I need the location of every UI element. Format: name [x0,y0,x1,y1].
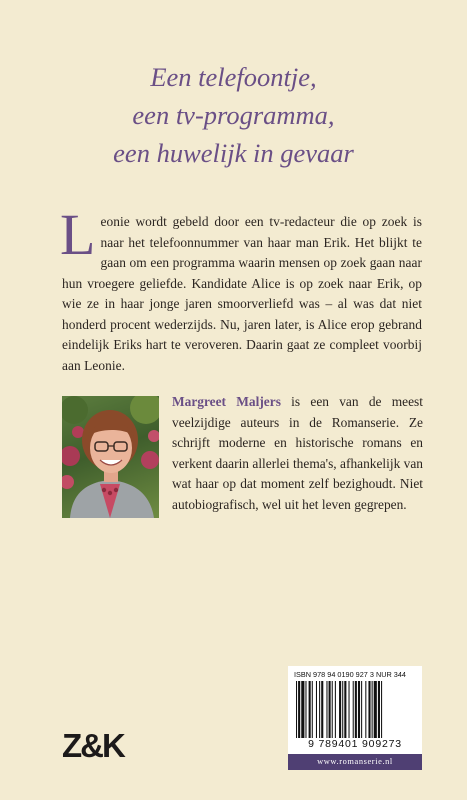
barcode-bar [326,681,327,743]
tagline-line-2: een tv-programma, [132,100,335,130]
barcode-digits: 9 789401 909273 [294,738,416,750]
author-portrait-image [62,396,159,518]
publisher-logo-text: Z&K [62,727,124,763]
barcode-bar [374,681,377,743]
barcode-bar [309,681,311,743]
barcode-bar [296,681,297,743]
barcode-bar [335,681,336,743]
author-bio [172,392,423,516]
barcode-bar [312,681,313,743]
barcode-bar [372,681,373,743]
barcode-bar [361,681,362,743]
barcode-bar [319,681,320,743]
barcode-bar [316,681,317,743]
author-name: Margreet Maljers [172,394,281,409]
barcode-bar [381,681,382,743]
publisher-logo [62,727,132,763]
isbn-nur-line: ISBN 978 94 0190 927 3 NUR 344 [294,670,406,679]
website-url[interactable]: www.romanserie.nl [288,754,422,770]
barcode-bar [332,681,333,743]
barcode-bar [349,681,350,743]
barcode-bar [339,681,341,743]
barcode-bar [355,681,357,743]
barcode-bar [368,681,370,743]
author-bio-text: is een van de meest veelzijdige auteurs in de Romanserie. Ze schrijft moderne en historische romans en verkent daarin allerlei thema's, afhankelijk van wat haar op dat moment zelf bezighoudt. Niet autobiografisch, wel uit het leven gegrepen. [172,394,423,512]
barcode-bar [378,681,380,743]
barcode-bar [301,681,304,743]
barcode-bar [298,681,300,743]
author-photo [62,396,159,518]
barcode-bar [358,681,360,743]
barcode-bar [305,681,306,743]
tagline-line-3: een huwelijk in gevaar [113,138,354,168]
barcode-bar [365,681,366,743]
barcode-bar [353,681,354,743]
barcode-bar [342,681,343,743]
blurb-text: eonie wordt gebeld door een tv-redacteur die op zoek is naar het telefoonnummer van haar man Erik. Het blijkt te gaan om een programma waarin mensen op zoek gaan naar hun vroegere geliefde. Kandidate Alice is op zoek naar Erik, op wie ze in haar jonge jaren smoorverliefd was – al was dat niet honderd procent wederzijds. Nu, jaren later, is Alice erop gebrand eindelijk Eriks hart te veroveren. Daarin gaat ze compleet voorbij aan Leonie. [62,214,422,373]
barcode-block [288,666,422,770]
tagline-line-1: Een telefoontje, [150,62,317,92]
blurb-paragraph [60,202,422,376]
drop-cap: L [60,202,96,267]
barcode-bar [329,681,331,743]
barcode-bar [321,681,323,743]
barcode-bar [344,681,346,743]
back-cover-tagline [0,58,467,172]
